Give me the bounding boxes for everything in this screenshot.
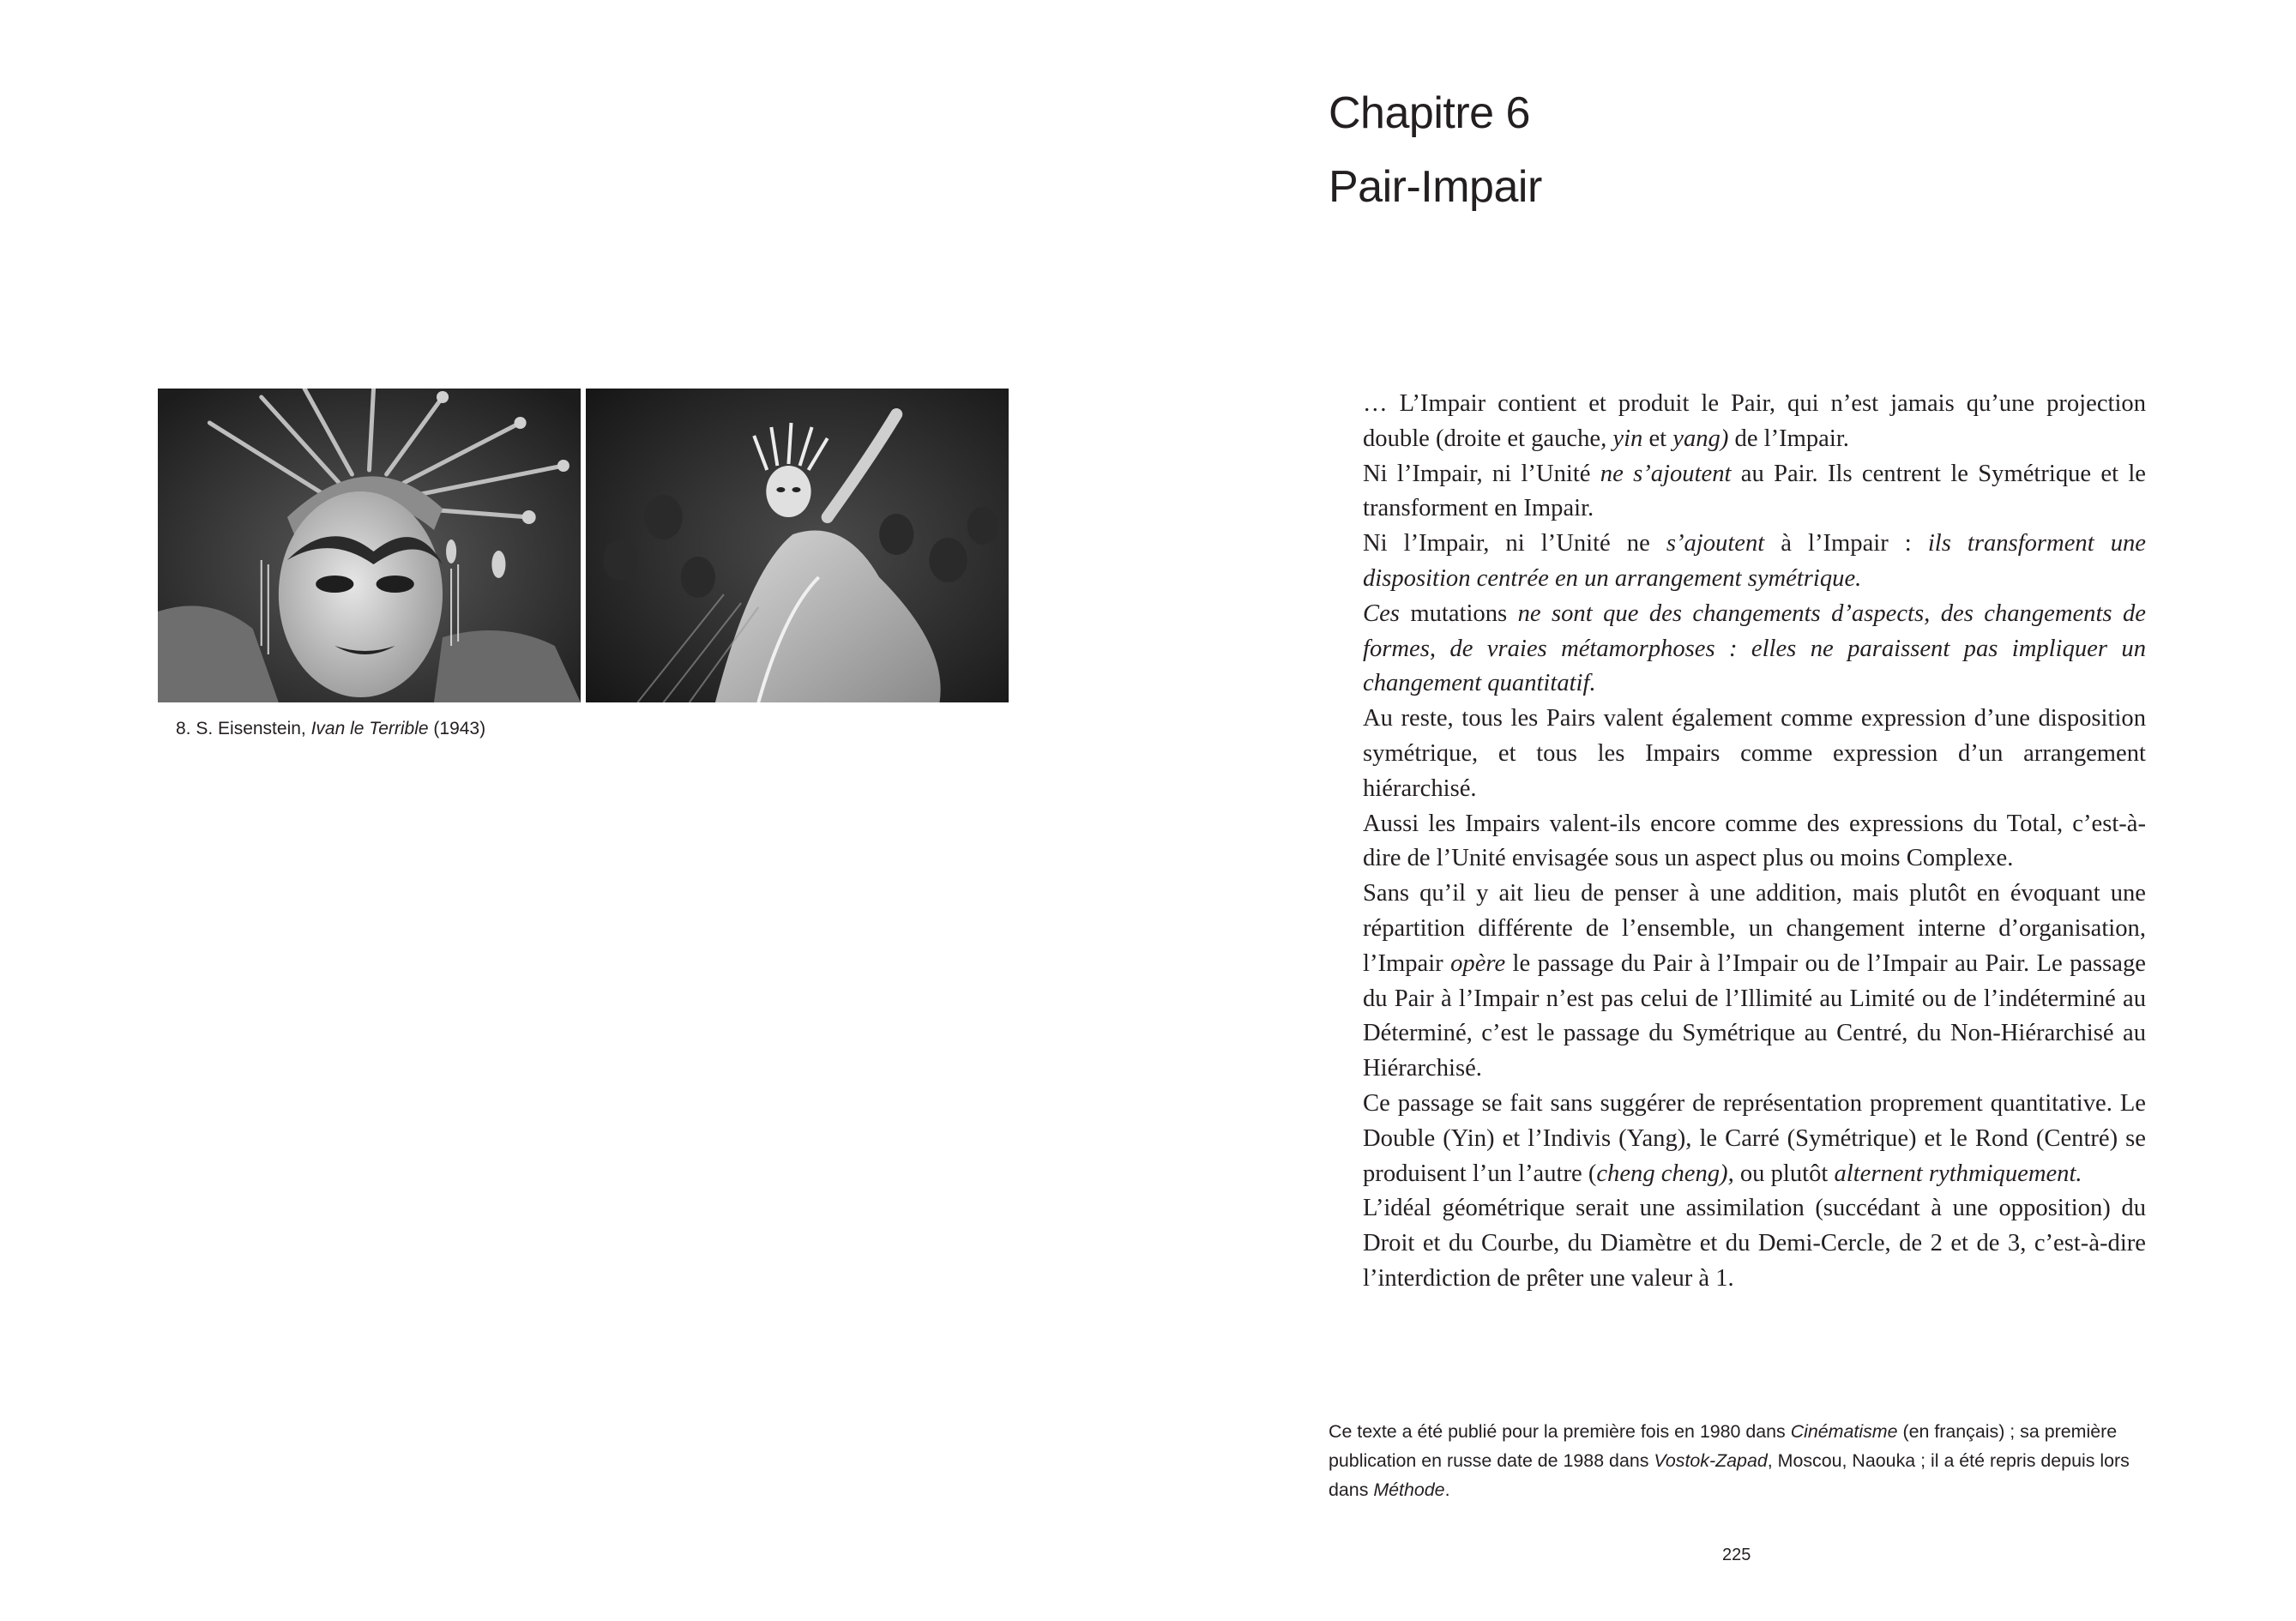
text-run: le passage du Pair à l’Impair ou de l’Impair au Pair. Le passage du Pair à l’Impair n’est pas celui de l’Illimité au Limité ou de l’indéterminé au Déterminé, c’est le passage du Symétrique au Centré, du Non-Hiérarchisé au Hiérarchisé. [1363,949,2146,1082]
italic-run: alternent rythmiquement. [1834,1160,2082,1187]
text-run: et [1642,425,1673,452]
chapter-body [1363,387,2146,1297]
text-run: ou plutôt [1733,1160,1835,1187]
text-run: , Moscou, Naouka ; il a été repris depuis lors dans [1329,1450,2130,1500]
caption-year: (1943) [428,719,486,738]
film-stills [158,389,1009,702]
body-paragraph [1363,807,2146,877]
body-paragraph [1363,457,2146,527]
italic-run: yang) [1672,425,1729,452]
text-run: à l’Impair : [1764,530,1928,557]
text-run: . [1444,1479,1450,1500]
figure-caption [176,719,485,739]
caption-prefix: 8. S. Eisenstein, [176,719,311,738]
text-run: Ni l’Impair, ni l’Unité ne [1363,530,1666,557]
text-run: de l’Impair. [1728,425,1849,452]
italic-run: Vostok-Zapad [1654,1450,1768,1471]
italic-run: ne s’ajoutent [1600,460,1732,487]
italic-run: , yin [1600,425,1643,452]
text-run: Ce passage se fait sans suggérer de représentation proprement quantitative. Le Double (Yin) et l’Indivis (Yang), le Carré (Symétrique) et le Rond (Centré) se produisent l’un l’autre ( [1363,1089,2146,1187]
text-run: (en français) ; sa première publication en russe date de 1988 dans [1329,1421,2118,1471]
text-run: Sans qu’il y ait lieu de penser à une addition, mais plutôt en évoquant une répartition différente de l’ensemble, un changement interne d’organisation, l’Impair [1363,880,2146,977]
body-paragraph [1363,877,2146,1087]
body-paragraph [1363,702,2146,806]
text-run: Ni l’Impair, ni l’Unité [1363,460,1600,487]
italic-run: ils transforment une disposition centrée en un arrangement symétrique. [1363,530,2146,592]
text-run: Ce texte a été publié pour la première fois en 1980 dans [1329,1421,1791,1442]
body-paragraph [1363,387,2146,457]
text-run: … L’Impair contient et produit le Pair, qui n’est jamais qu’une projection double (droite et gauche [1363,390,2146,452]
text-run: L’idéal géométrique serait une assimilation (succédant à une opposition) du Droit et du Courbe, du Diamètre et du Demi-Cercle, de 2 et de 3, c’est-à-dire l’interdiction de prêter une valeur à 1. [1363,1195,2146,1292]
italic-run: Cinématisme [1790,1421,1898,1442]
body-paragraph [1363,1191,2146,1296]
text-run: Aussi les Impairs valent-ils encore comme des expressions du Total, c’est-à-dire de l’Unité envisagée sous un aspect plus ou moins Complexe. [1363,810,2146,872]
italic-run: Méthode [1373,1479,1445,1500]
italic-run: ne sont que des changements d’aspects, des changements de formes, de vraies métamorphoses : elles ne paraissent pas impliquer un changement quantitatif. [1363,600,2146,697]
chapter-title: Pair-Impair [1329,162,1542,212]
italic-run: opère [1450,949,1506,977]
publication-footnote [1329,1417,2147,1504]
mask-closeup-image [158,389,581,702]
chapter-number: Chapitre 6 [1329,88,1530,138]
text-run: au Pair. Ils centrent le Symétrique et le transforment en Impair. [1363,460,2147,522]
dancer-image [586,389,1009,702]
text-run: mutations [1399,600,1518,627]
italic-run: Ces [1363,600,1400,627]
text-run: Au reste, tous les Pairs valent également comme expression d’une disposition symétrique, et tous les Impairs comme expression d’un arrangement hiérarchisé. [1363,705,2146,802]
body-paragraph [1363,527,2146,597]
italic-run: s’ajoutent [1666,530,1765,557]
film-still-dancer [586,389,1009,702]
page-number: 225 [1722,1546,1751,1564]
body-paragraph [1363,1087,2146,1191]
film-still-mask-closeup [158,389,581,702]
caption-film-title: Ivan le Terrible [310,719,429,738]
body-paragraph [1363,597,2146,702]
italic-run: cheng cheng), [1596,1160,1734,1187]
